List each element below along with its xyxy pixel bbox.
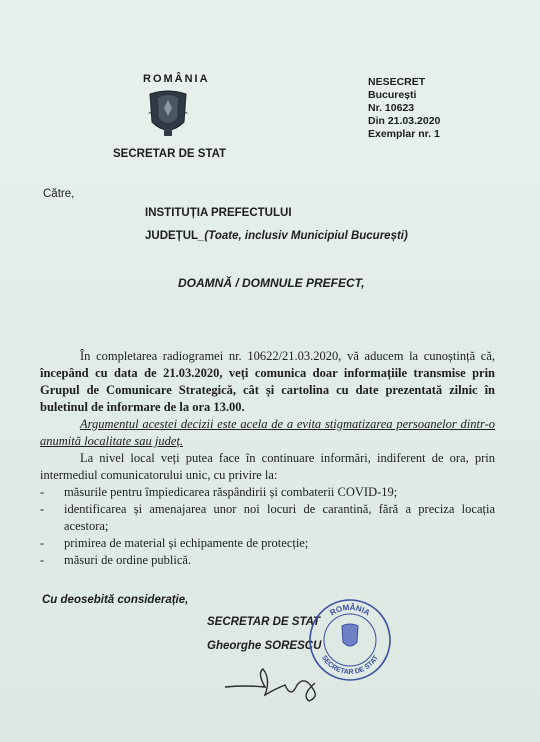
recipient-institution: INSTITUȚIA PREFECTULUI: [145, 207, 292, 219]
list-item-text: măsurile pentru împiedicarea răspândirii și combaterii COVID-19;: [64, 485, 398, 499]
list-item: [40, 484, 495, 501]
list-dash: -: [40, 536, 45, 550]
paragraph-1-bold: începând cu data de 21.03.2020, veți comunica doar informațiile transmise prin Grupul de Comunicare Strategică, cât și cartolina cu date prezentată zilnic în buletinul de informare de la ora 13.00.: [40, 366, 495, 414]
list-item: [40, 501, 495, 535]
signature-name: Gheorghe SORESCU: [207, 640, 322, 652]
copy-number: Exemplar nr. 1: [368, 128, 440, 140]
classification-label: NESECRET: [368, 76, 426, 88]
city-label: București: [368, 89, 417, 101]
recipient-to: Către,: [43, 188, 75, 200]
paragraph-2: Argumentul acestei decizii este acela de a evita stigmatizarea persoanelor dintr-o anumită localitate sau județ.: [40, 417, 495, 448]
recipient-county: [145, 230, 408, 242]
header-meta: [368, 76, 440, 141]
paragraph-1-intro: În completarea radiogramei nr. 10622/21.03.2020, vă aducem la cunoștință că,: [80, 349, 495, 363]
coat-of-arms-icon: [144, 88, 192, 142]
county-note: _(Toate, inclusiv Municipiul București): [198, 230, 408, 242]
body-text: [40, 348, 495, 569]
list-item-text: primirea de material și echipamente de protecție;: [64, 536, 309, 550]
list-dash: -: [40, 553, 45, 567]
header-office: SECRETAR DE STAT: [113, 148, 227, 160]
header-country: ROMÂNIA: [143, 73, 210, 85]
county-label: JUDEȚUL: [145, 230, 199, 242]
svg-text:ROMÂNIA: [328, 603, 371, 618]
paragraph-1: [40, 348, 495, 416]
list-item-text: identificarea și amenajarea unor noi locuri de carantină, fără a preciza locația acestora;: [64, 502, 495, 533]
document-date: Din 21.03.2020: [368, 115, 441, 127]
svg-text:SECRETAR DE STAT: [320, 654, 380, 676]
topics-list: [40, 484, 495, 569]
stamp-bottom-text: SECRETAR DE STAT: [320, 654, 380, 677]
list-item-text: măsuri de ordine publică.: [64, 553, 192, 567]
paragraph-3: La nivel local veți putea face în continuare informări, indiferent de ora, prin intermediul comunicatorului unic, cu privire la:: [40, 451, 495, 482]
stamp-top-text: ROMÂNIA: [328, 602, 372, 618]
salutation: DOAMNĂ / DOMNULE PREFECT,: [178, 276, 365, 290]
list-item: [40, 552, 495, 569]
closing-line: Cu deosebită considerație,: [42, 594, 189, 606]
list-item: [40, 535, 495, 552]
official-stamp: [308, 598, 392, 682]
list-dash: -: [40, 485, 45, 499]
signature-title: SECRETAR DE STAT: [207, 616, 321, 628]
document-number: Nr. 10623: [368, 102, 415, 114]
list-dash: -: [40, 502, 45, 516]
